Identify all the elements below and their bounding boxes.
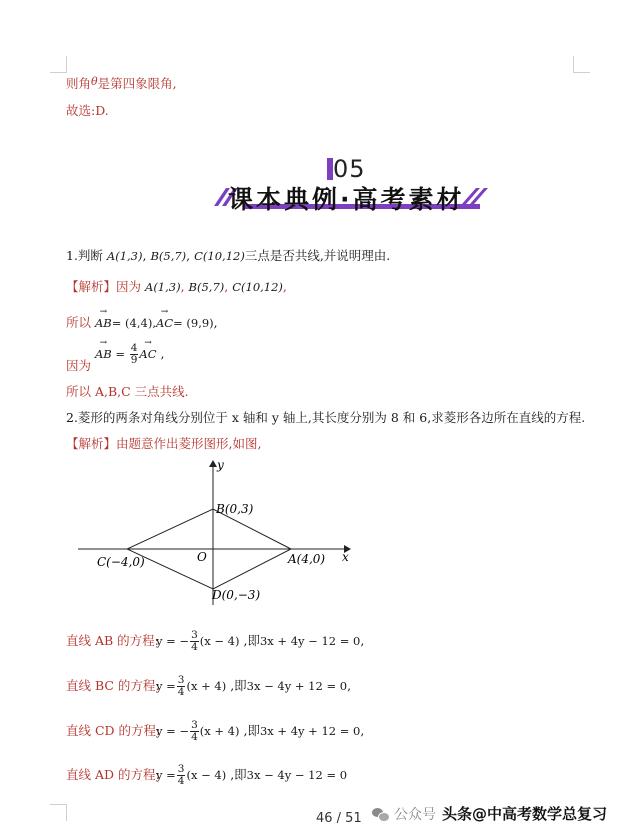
- line-equation-ab: 直线 AB 的方程: y = − $\frac{3}{4}$ (x − 4) ,即3x + 4y − 12 = 0,: [66, 629, 365, 653]
- point-b-label: B(0,3): [216, 502, 254, 516]
- rhombus-diagram: [70, 455, 370, 615]
- problem-1-relation: 因为 → AB = $\frac{4}{9}$ → AC ,: [66, 343, 164, 374]
- problem-2-solution: 【解析】由题意作出菱形图形,如图,: [66, 436, 262, 451]
- problem-1-vectors: 所以 → AB= (4,4),→ AC= (9,9),: [66, 313, 218, 331]
- problem-1-conclusion: 所以 A,B,C 三点共线.: [66, 384, 189, 399]
- problem-1-solution: 【解析】因为 A(1,3), B(5,7), C(10,12),: [66, 279, 287, 294]
- corner-mark-top-left: [50, 56, 67, 73]
- line-equation-bc: 直线 BC 的方程: y = $\frac{3}{4}$ (x + 4) ,即3x − 4y + 12 = 0,: [66, 674, 352, 698]
- top-line-1: 则角θ是第四象限角,: [66, 75, 177, 91]
- point-c-label: C(−4,0): [97, 555, 145, 569]
- wechat-icon: [372, 807, 388, 821]
- watermark-right-text: 头条@中高考数学总复习: [442, 805, 608, 823]
- page-number: 46 / 51: [316, 811, 362, 826]
- section-title: 课本典例·高考素材: [228, 185, 465, 214]
- x-axis-label: x: [342, 550, 349, 564]
- point-d-label: D(0,−3): [212, 588, 261, 602]
- origin-label: O: [197, 550, 207, 564]
- line-equation-cd: 直线 CD 的方程: y = − $\frac{3}{4}$ (x + 4) ,即3x + 4y + 12 = 0,: [66, 719, 365, 743]
- problem-2-question: 2.菱形的两条对角线分别位于 x 轴和 y 轴上,其长度分别为 8 和 6,求菱形各边所在直线的方程.: [66, 410, 586, 425]
- watermark-left-text: 公众号: [394, 806, 436, 823]
- problem-1-question: 1.判断 A(1,3), B(5,7), C(10,12)三点是否共线,并说明理由.: [66, 248, 391, 263]
- corner-mark-top-right: [573, 56, 590, 73]
- fraction: $\frac{4}{9}$: [130, 342, 138, 366]
- point-a-label: A(4,0): [288, 552, 326, 566]
- y-axis-label: y: [217, 458, 224, 472]
- corner-mark-bottom-left: [50, 804, 67, 821]
- line-equation-ad: 直线 AD 的方程: y = $\frac{3}{4}$ (x − 4) ,即3x − 4y − 12 = 0: [66, 763, 348, 787]
- section-number: 05: [333, 155, 366, 183]
- watermark: [372, 803, 607, 824]
- top-line-2: 故选:D.: [66, 103, 109, 118]
